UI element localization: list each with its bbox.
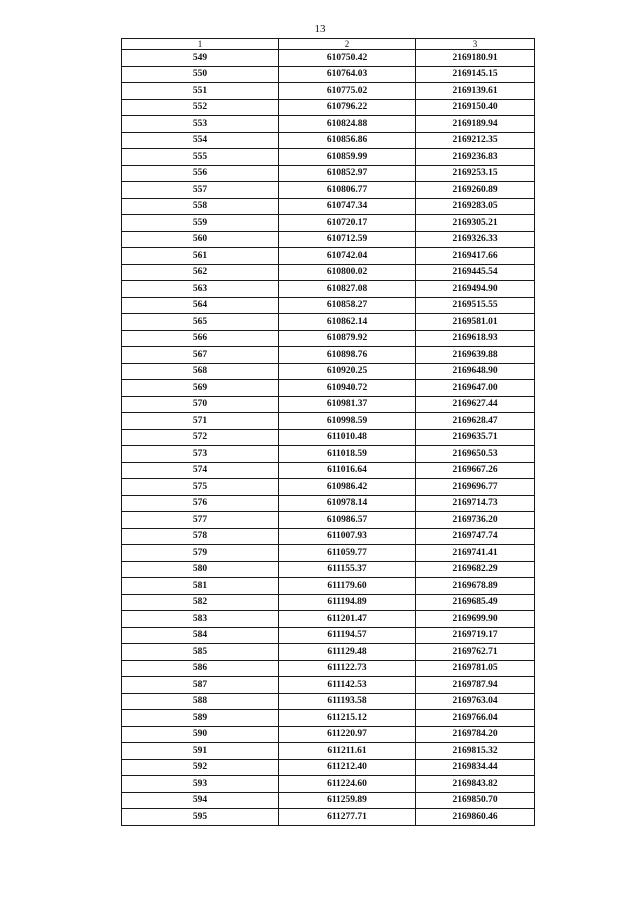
cell-x-coordinate: 611122.73 <box>279 660 416 677</box>
cell-point-number: 557 <box>122 182 279 199</box>
cell-point-number: 594 <box>122 792 279 809</box>
cell-y-coordinate: 2169815.32 <box>416 743 535 760</box>
table-row <box>122 116 535 133</box>
cell-x-coordinate: 610986.57 <box>279 512 416 529</box>
table-row <box>122 314 535 331</box>
cell-x-coordinate: 610747.34 <box>279 198 416 215</box>
cell-y-coordinate: 2169189.94 <box>416 116 535 133</box>
cell-x-coordinate: 611193.58 <box>279 693 416 710</box>
cell-y-coordinate: 2169283.05 <box>416 198 535 215</box>
table-row <box>122 132 535 149</box>
cell-y-coordinate: 2169736.20 <box>416 512 535 529</box>
cell-y-coordinate: 2169236.83 <box>416 149 535 166</box>
cell-x-coordinate: 611129.48 <box>279 644 416 661</box>
cell-y-coordinate: 2169494.90 <box>416 281 535 298</box>
cell-y-coordinate: 2169682.29 <box>416 561 535 578</box>
cell-y-coordinate: 2169650.53 <box>416 446 535 463</box>
cell-x-coordinate: 611155.37 <box>279 561 416 578</box>
cell-x-coordinate: 610856.86 <box>279 132 416 149</box>
cell-point-number: 556 <box>122 165 279 182</box>
cell-point-number: 562 <box>122 264 279 281</box>
table-row <box>122 446 535 463</box>
cell-point-number: 578 <box>122 528 279 545</box>
cell-y-coordinate: 2169860.46 <box>416 809 535 826</box>
cell-x-coordinate: 611259.89 <box>279 792 416 809</box>
cell-x-coordinate: 610720.17 <box>279 215 416 232</box>
cell-x-coordinate: 610800.02 <box>279 264 416 281</box>
cell-point-number: 590 <box>122 726 279 743</box>
column-header-y: 3 <box>416 39 535 50</box>
cell-x-coordinate: 610824.88 <box>279 116 416 133</box>
cell-y-coordinate: 2169581.01 <box>416 314 535 331</box>
cell-point-number: 573 <box>122 446 279 463</box>
table-row <box>122 198 535 215</box>
table-row <box>122 578 535 595</box>
cell-x-coordinate: 611018.59 <box>279 446 416 463</box>
cell-y-coordinate: 2169719.17 <box>416 627 535 644</box>
cell-x-coordinate: 611059.77 <box>279 545 416 562</box>
table-row <box>122 380 535 397</box>
cell-y-coordinate: 2169766.04 <box>416 710 535 727</box>
cell-x-coordinate: 610827.08 <box>279 281 416 298</box>
cell-y-coordinate: 2169618.93 <box>416 330 535 347</box>
coordinates-table <box>121 38 535 826</box>
cell-y-coordinate: 2169699.90 <box>416 611 535 628</box>
cell-x-coordinate: 610852.97 <box>279 165 416 182</box>
table-row <box>122 462 535 479</box>
table-row <box>122 363 535 380</box>
table-row <box>122 83 535 100</box>
cell-x-coordinate: 611211.61 <box>279 743 416 760</box>
cell-point-number: 551 <box>122 83 279 100</box>
cell-point-number: 583 <box>122 611 279 628</box>
cell-x-coordinate: 610858.27 <box>279 297 416 314</box>
cell-y-coordinate: 2169781.05 <box>416 660 535 677</box>
cell-y-coordinate: 2169763.04 <box>416 693 535 710</box>
cell-point-number: 572 <box>122 429 279 446</box>
cell-x-coordinate: 610998.59 <box>279 413 416 430</box>
cell-y-coordinate: 2169628.47 <box>416 413 535 430</box>
table-row <box>122 627 535 644</box>
cell-y-coordinate: 2169741.41 <box>416 545 535 562</box>
cell-point-number: 585 <box>122 644 279 661</box>
cell-y-coordinate: 2169762.71 <box>416 644 535 661</box>
cell-y-coordinate: 2169150.40 <box>416 99 535 116</box>
cell-point-number: 587 <box>122 677 279 694</box>
cell-y-coordinate: 2169678.89 <box>416 578 535 595</box>
cell-x-coordinate: 610775.02 <box>279 83 416 100</box>
table-row <box>122 182 535 199</box>
table-row <box>122 545 535 562</box>
table-row <box>122 693 535 710</box>
table-row <box>122 677 535 694</box>
cell-y-coordinate: 2169326.33 <box>416 231 535 248</box>
cell-y-coordinate: 2169515.55 <box>416 297 535 314</box>
cell-y-coordinate: 2169260.89 <box>416 182 535 199</box>
cell-x-coordinate: 610796.22 <box>279 99 416 116</box>
cell-x-coordinate: 610764.03 <box>279 66 416 83</box>
table-row <box>122 594 535 611</box>
cell-point-number: 577 <box>122 512 279 529</box>
cell-y-coordinate: 2169305.21 <box>416 215 535 232</box>
table-row <box>122 528 535 545</box>
cell-point-number: 588 <box>122 693 279 710</box>
table-row <box>122 297 535 314</box>
table-row <box>122 809 535 826</box>
cell-x-coordinate: 611194.57 <box>279 627 416 644</box>
cell-y-coordinate: 2169685.49 <box>416 594 535 611</box>
table-row <box>122 231 535 248</box>
cell-point-number: 561 <box>122 248 279 265</box>
table-row <box>122 149 535 166</box>
cell-x-coordinate: 611007.93 <box>279 528 416 545</box>
cell-point-number: 552 <box>122 99 279 116</box>
cell-point-number: 558 <box>122 198 279 215</box>
cell-point-number: 586 <box>122 660 279 677</box>
cell-point-number: 575 <box>122 479 279 496</box>
cell-y-coordinate: 2169627.44 <box>416 396 535 413</box>
cell-y-coordinate: 2169635.71 <box>416 429 535 446</box>
table-header <box>122 39 535 50</box>
cell-y-coordinate: 2169696.77 <box>416 479 535 496</box>
table-row <box>122 644 535 661</box>
cell-point-number: 550 <box>122 66 279 83</box>
cell-point-number: 574 <box>122 462 279 479</box>
cell-point-number: 553 <box>122 116 279 133</box>
cell-x-coordinate: 610859.99 <box>279 149 416 166</box>
cell-point-number: 571 <box>122 413 279 430</box>
cell-point-number: 566 <box>122 330 279 347</box>
table-row <box>122 165 535 182</box>
cell-x-coordinate: 611194.89 <box>279 594 416 611</box>
table-row <box>122 479 535 496</box>
table-row <box>122 792 535 809</box>
table-row <box>122 512 535 529</box>
cell-x-coordinate: 611142.53 <box>279 677 416 694</box>
cell-y-coordinate: 2169647.00 <box>416 380 535 397</box>
cell-point-number: 576 <box>122 495 279 512</box>
cell-y-coordinate: 2169834.44 <box>416 759 535 776</box>
cell-y-coordinate: 2169639.88 <box>416 347 535 364</box>
cell-point-number: 595 <box>122 809 279 826</box>
cell-x-coordinate: 610712.59 <box>279 231 416 248</box>
table-row <box>122 561 535 578</box>
table-row <box>122 611 535 628</box>
cell-x-coordinate: 611224.60 <box>279 776 416 793</box>
page-number: 13 <box>314 23 326 35</box>
cell-x-coordinate: 611212.40 <box>279 759 416 776</box>
cell-x-coordinate: 611215.12 <box>279 710 416 727</box>
cell-point-number: 580 <box>122 561 279 578</box>
cell-y-coordinate: 2169145.15 <box>416 66 535 83</box>
cell-x-coordinate: 611201.47 <box>279 611 416 628</box>
cell-y-coordinate: 2169212.35 <box>416 132 535 149</box>
cell-point-number: 582 <box>122 594 279 611</box>
table-row <box>122 248 535 265</box>
cell-point-number: 559 <box>122 215 279 232</box>
table-row <box>122 50 535 67</box>
cell-y-coordinate: 2169180.91 <box>416 50 535 67</box>
cell-y-coordinate: 2169667.26 <box>416 462 535 479</box>
cell-y-coordinate: 2169445.54 <box>416 264 535 281</box>
table-row <box>122 396 535 413</box>
cell-point-number: 592 <box>122 759 279 776</box>
cell-x-coordinate: 610879.92 <box>279 330 416 347</box>
table-row <box>122 776 535 793</box>
table-row <box>122 281 535 298</box>
cell-x-coordinate: 610981.37 <box>279 396 416 413</box>
cell-point-number: 593 <box>122 776 279 793</box>
table-row <box>122 99 535 116</box>
cell-y-coordinate: 2169787.94 <box>416 677 535 694</box>
cell-y-coordinate: 2169253.15 <box>416 165 535 182</box>
cell-x-coordinate: 611220.97 <box>279 726 416 743</box>
cell-x-coordinate: 611010.48 <box>279 429 416 446</box>
cell-x-coordinate: 610940.72 <box>279 380 416 397</box>
cell-point-number: 579 <box>122 545 279 562</box>
table-row <box>122 710 535 727</box>
table-row <box>122 413 535 430</box>
cell-point-number: 570 <box>122 396 279 413</box>
column-header-point-number: 1 <box>122 39 279 50</box>
cell-point-number: 581 <box>122 578 279 595</box>
cell-point-number: 569 <box>122 380 279 397</box>
cell-point-number: 565 <box>122 314 279 331</box>
cell-x-coordinate: 610750.42 <box>279 50 416 67</box>
cell-y-coordinate: 2169417.66 <box>416 248 535 265</box>
cell-point-number: 564 <box>122 297 279 314</box>
cell-x-coordinate: 610986.42 <box>279 479 416 496</box>
cell-x-coordinate: 610978.14 <box>279 495 416 512</box>
header-row <box>122 39 535 50</box>
cell-x-coordinate: 611179.60 <box>279 578 416 595</box>
cell-y-coordinate: 2169843.82 <box>416 776 535 793</box>
cell-point-number: 584 <box>122 627 279 644</box>
cell-point-number: 567 <box>122 347 279 364</box>
cell-point-number: 591 <box>122 743 279 760</box>
cell-point-number: 555 <box>122 149 279 166</box>
cell-y-coordinate: 2169850.70 <box>416 792 535 809</box>
cell-point-number: 560 <box>122 231 279 248</box>
table-row <box>122 743 535 760</box>
table-row <box>122 347 535 364</box>
table-row <box>122 264 535 281</box>
table-row <box>122 726 535 743</box>
table-row <box>122 495 535 512</box>
cell-x-coordinate: 610806.77 <box>279 182 416 199</box>
table-row <box>122 215 535 232</box>
cell-y-coordinate: 2169139.61 <box>416 83 535 100</box>
table-row <box>122 429 535 446</box>
column-header-x: 2 <box>279 39 416 50</box>
cell-point-number: 549 <box>122 50 279 67</box>
cell-x-coordinate: 610742.04 <box>279 248 416 265</box>
cell-x-coordinate: 610862.14 <box>279 314 416 331</box>
cell-point-number: 554 <box>122 132 279 149</box>
table-body <box>122 50 535 826</box>
cell-x-coordinate: 610920.25 <box>279 363 416 380</box>
table-row <box>122 330 535 347</box>
table-row <box>122 759 535 776</box>
cell-x-coordinate: 611277.71 <box>279 809 416 826</box>
cell-point-number: 589 <box>122 710 279 727</box>
cell-point-number: 563 <box>122 281 279 298</box>
cell-y-coordinate: 2169747.74 <box>416 528 535 545</box>
cell-y-coordinate: 2169714.73 <box>416 495 535 512</box>
cell-x-coordinate: 610898.76 <box>279 347 416 364</box>
cell-y-coordinate: 2169648.90 <box>416 363 535 380</box>
cell-y-coordinate: 2169784.20 <box>416 726 535 743</box>
table-row <box>122 66 535 83</box>
cell-point-number: 568 <box>122 363 279 380</box>
table-row <box>122 660 535 677</box>
cell-x-coordinate: 611016.64 <box>279 462 416 479</box>
